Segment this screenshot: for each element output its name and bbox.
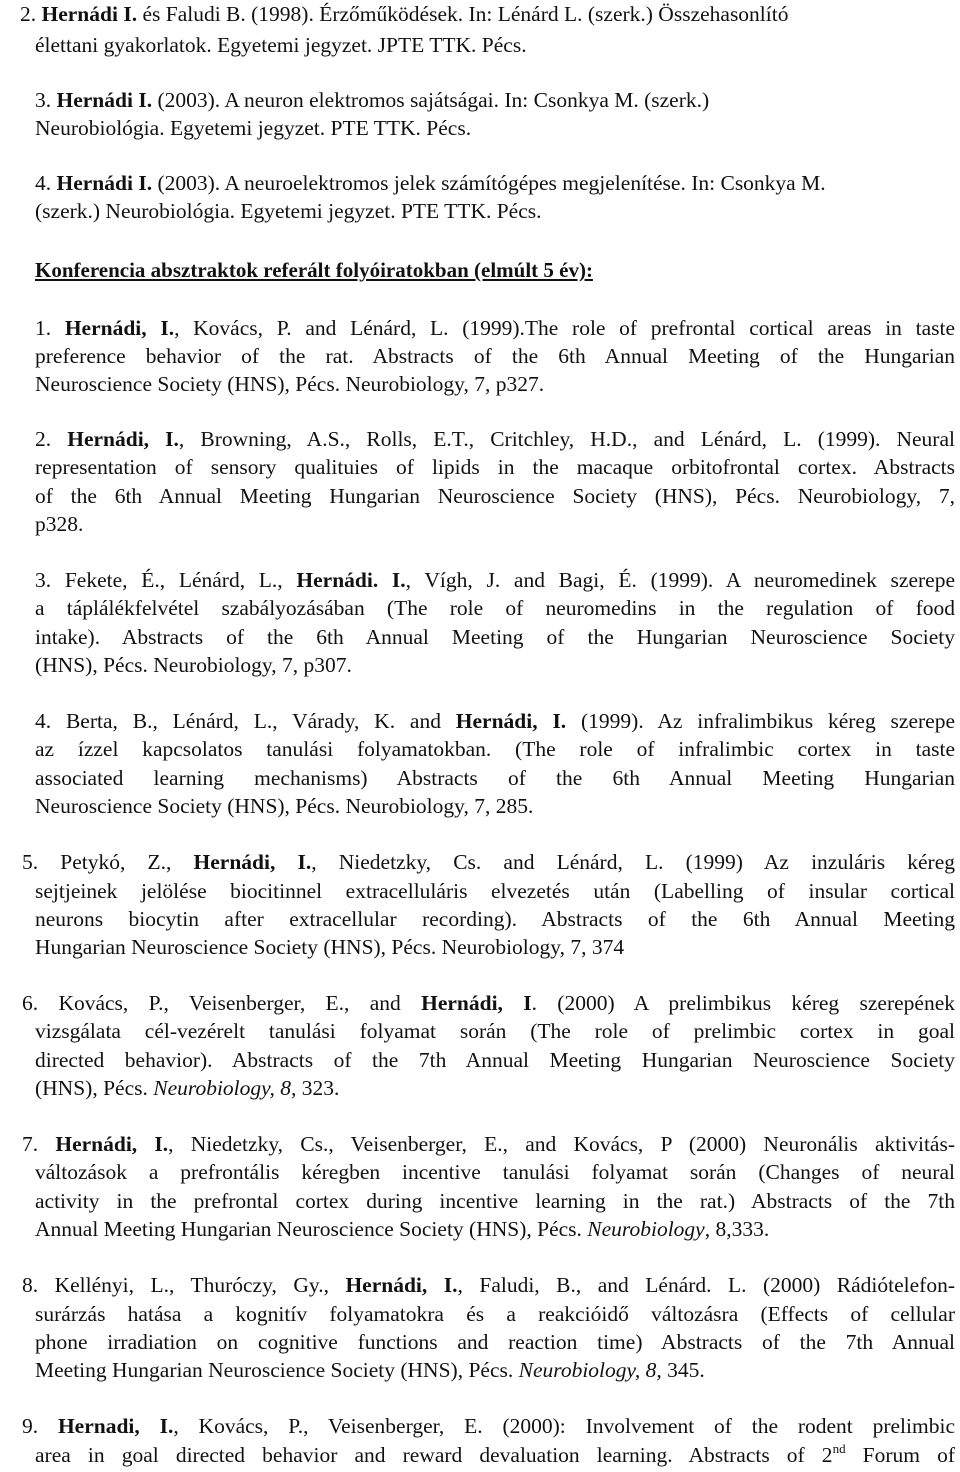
ref-line: Neuroscience Society (HNS), Pécs. Neurobiology, 7, 285. xyxy=(35,794,534,818)
ref-line xyxy=(35,425,955,453)
ref-text: , 8,333. xyxy=(704,1217,770,1241)
ref-line: az ízzel kapcsolatos tanulási folyamatokban. (The role of infralimbic cortex in taste xyxy=(35,737,955,761)
ref-line: surárzás hatása a kognitív folyamatokra és a reakcióidő változásra (Effects of cellular xyxy=(35,1302,955,1326)
ref-line: preference behavior of the rat. Abstracts of the 6th Annual Meeting of the Hungarian xyxy=(35,344,955,368)
ref-line xyxy=(35,1441,955,1469)
author-highlight: Hernádi, I. xyxy=(64,316,175,340)
ref-line xyxy=(22,1271,955,1299)
ref-line xyxy=(35,197,542,225)
ref-line: phone irradiation on cognitive functions and reaction time) Abstracts of the 7th Annual xyxy=(35,1330,955,1354)
ref-line: sejtjeinek jelölése biocitinnel extracelluláris elvezetés után (Labelling of insular cortical xyxy=(35,879,955,903)
ref-text: 345. xyxy=(661,1358,705,1382)
ref-line xyxy=(35,707,955,735)
ref-text: (2003). A neuron elektromos sajátságai. In: Csonkya M. (szerk.) xyxy=(152,88,710,112)
ref-number: 2. xyxy=(20,2,42,26)
ref-number: 4. xyxy=(35,171,57,195)
ref-number: 7. xyxy=(22,1132,56,1156)
ref-number: 9. xyxy=(22,1414,58,1438)
author-highlight: Hernádi, I. xyxy=(67,427,179,451)
ref-text: (szerk.) Neurobiológia. Egyetemi jegyzet. PTE TTK. Pécs. xyxy=(35,199,542,223)
ref-number: 8. Kellényi, L., Thuróczy, Gy., xyxy=(22,1273,346,1297)
ref-number: 6. Kovács, P., Veisenberger, E., and xyxy=(22,991,422,1015)
author-highlight: Hernádi. I. xyxy=(296,568,406,592)
ref-line: associated learning mechanisms) Abstracts of the 6th Annual Meeting Hungarian xyxy=(35,766,955,790)
ref-number: 1. xyxy=(35,316,65,340)
ref-line: representation of sensory qualituies of lipids in the macaque orbitofrontal cortex. Abstracts xyxy=(35,455,955,479)
author-highlight: Hernádi I. xyxy=(56,88,153,112)
ref-line: a táplálékfelvétel szabályozásában (The role of neuromedins in the regulation of food xyxy=(35,596,955,620)
ref-line: vizsgálata cél-vezérelt tanulási folyamat során (The role of prelimbic cortex in goal xyxy=(35,1019,955,1043)
journal-name: Neurobiology xyxy=(587,1217,705,1241)
ref-line xyxy=(22,989,955,1017)
journal-name: Neurobiology, 8, xyxy=(153,1076,297,1100)
ref-line xyxy=(22,1130,955,1158)
ref-number: 5. Petykó, Z., xyxy=(22,850,194,874)
ordinal-superscript: nd xyxy=(832,1441,846,1456)
ref-line xyxy=(20,0,950,28)
author-highlight: Hernadi, I. xyxy=(57,1414,174,1438)
ref-text: , Kovács, P. and Lénárd, L. (1999).The role of prefrontal cortical areas in taste xyxy=(174,316,956,340)
ref-line: of the 6th Annual Meeting Hungarian Neuroscience Society (HNS), Pécs. Neurobiology, 7, xyxy=(35,484,955,508)
ref-text: és Faludi B. (1998). Érzőműködések. In: Lénárd L. (szerk.) Összehasonlító xyxy=(137,2,789,26)
ref-line: Hungarian Neuroscience Society (HNS), Pécs. Neurobiology, 7, 374 xyxy=(35,935,625,959)
ref-text: (2003). A neuroelektromos jelek számítógépes megjelenítése. In: Csonkya M. xyxy=(152,171,826,195)
ref-line xyxy=(35,1074,339,1102)
ref-text: (HNS), Pécs. xyxy=(35,1076,154,1100)
ref-line xyxy=(35,114,471,142)
author-highlight: Hernádi, I. xyxy=(345,1273,458,1297)
author-highlight: Hernádi I. xyxy=(56,171,153,195)
ref-text: Forum of xyxy=(845,1443,956,1467)
ref-line xyxy=(35,566,955,594)
ref-number: 3. xyxy=(35,88,57,112)
ref-text: , Niedetzky, Cs. and Lénárd, L. (1999) Az inzuláris kéreg xyxy=(311,850,955,874)
ref-text: (1999). Az infralimbikus kéreg szerepe xyxy=(566,709,955,733)
ref-number: 2. xyxy=(35,427,68,451)
ref-line: változások a prefrontális kéregben incentive tanulási folyamat során (Changes of neural xyxy=(35,1160,955,1184)
ref-line xyxy=(35,1356,705,1384)
ref-text: , Niedetzky, Cs., Veisenberger, E., and Kovács, P (2000) Neuronális aktivitás- xyxy=(168,1132,955,1156)
ref-line xyxy=(35,1215,769,1243)
author-highlight: Hernádi, I. xyxy=(193,850,312,874)
ref-text: area in goal directed behavior and reward devaluation learning. Abstracts of 2 xyxy=(35,1443,833,1467)
author-highlight: Hernádi, I xyxy=(421,991,532,1015)
author-highlight: Hernádi, I. xyxy=(455,709,567,733)
ref-line xyxy=(22,848,955,876)
ref-text: élettani gyakorlatok. Egyetemi jegyzet. JPTE TTK. Pécs. xyxy=(35,33,527,57)
ref-text: , Vígh, J. and Bagi, É. (1999). A neuromedinek szerepe xyxy=(405,568,955,592)
ref-number: 3. Fekete, É., Lénárd, L., xyxy=(35,568,297,592)
journal-name: Neurobiology, 8, xyxy=(518,1358,662,1382)
ref-line xyxy=(35,169,826,197)
ref-number: 4. Berta, B., Lénárd, L., Várady, K. and xyxy=(35,709,456,733)
ref-text: , Faludi, B., and Lénárd. L. (2000) Rádiótelefon- xyxy=(457,1273,956,1297)
section-heading: Konferencia absztraktok referált folyóiratokban (elmúlt 5 év): xyxy=(35,258,593,282)
ref-line xyxy=(35,86,709,114)
ref-text: . (2000) A prelimbikus kéreg szerepének xyxy=(531,991,955,1015)
ref-line xyxy=(35,314,955,342)
ref-line: intake). Abstracts of the 6th Annual Meeting of the Hungarian Neuroscience Society xyxy=(35,625,955,649)
ref-line xyxy=(35,31,527,59)
ref-text: Neurobiológia. Egyetemi jegyzet. PTE TTK. Pécs. xyxy=(35,116,472,140)
ref-text: Annual Meeting Hungarian Neuroscience Society (HNS), Pécs. xyxy=(35,1217,588,1241)
ref-line: activity in the prefrontal cortex during incentive learning in the rat.) Abstracts of the 7th xyxy=(35,1189,955,1213)
ref-line xyxy=(22,1412,955,1440)
ref-line: directed behavior). Abstracts of the 7th Annual Meeting Hungarian Neuroscience Society xyxy=(35,1048,955,1072)
author-highlight: Hernádi I. xyxy=(41,2,138,26)
ref-text: 323. xyxy=(296,1076,340,1100)
ref-line: (HNS), Pécs. Neurobiology, 7, p307. xyxy=(35,653,352,677)
ref-line: Neuroscience Society (HNS), Pécs. Neurobiology, 7, p327. xyxy=(35,372,545,396)
ref-text: , Browning, A.S., Rolls, E.T., Critchley, H.D., and Lénárd, L. (1999). Neural xyxy=(178,427,955,451)
ref-text: Meeting Hungarian Neuroscience Society (HNS), Pécs. xyxy=(35,1358,519,1382)
ref-line: p328. xyxy=(35,512,84,536)
ref-text: , Kovács, P., Veisenberger, E. (2000): Involvement of the rodent prelimbic xyxy=(173,1414,955,1438)
author-highlight: Hernádi, I. xyxy=(55,1132,169,1156)
ref-line: neurons biocytin after extracellular recording). Abstracts of the 6th Annual Meeting xyxy=(35,907,955,931)
